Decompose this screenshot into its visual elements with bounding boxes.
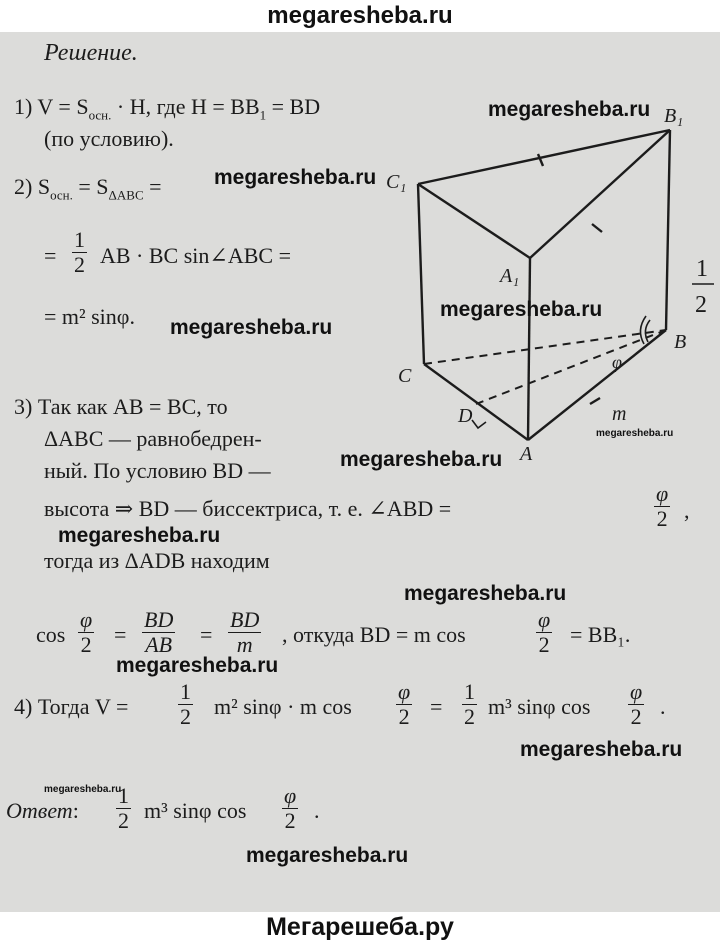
step3-line3: ный. По условию BD —: [44, 458, 271, 483]
edge-b-d-hidden: [476, 330, 666, 404]
cos-equation-middle: , откуда BD = m cos: [282, 622, 466, 647]
watermark: megaresheba.ru: [44, 784, 122, 795]
textbook-page: [0, 32, 720, 912]
watermark: megaresheba.ru: [596, 428, 674, 439]
cos-label: cos: [36, 622, 66, 647]
watermark: megaresheba.ru: [488, 98, 651, 121]
fraction-phi-2-answer: $\frac{\varphi}{2}$: [284, 783, 297, 833]
step2-line1: 2) $S_{осн.} = S_{\Delta ABC}$ =: [14, 174, 162, 203]
answer-middle: m³ sinφ cos: [144, 798, 247, 823]
watermark: megaresheba.ru: [340, 448, 503, 471]
answer-label: Ответ:: [6, 798, 79, 823]
edge-b1-b: [666, 130, 670, 330]
label-c1: C₁: [386, 171, 407, 193]
label-phi: φ: [612, 352, 622, 372]
label-d: D: [458, 405, 473, 427]
label-a: A: [520, 443, 533, 462]
step3-line1: 3) Так как AB = BC, то: [14, 394, 228, 419]
label-a1: A₁: [500, 265, 520, 287]
edge-a1-b1: [530, 130, 670, 258]
solution-heading: Решение.: [44, 40, 138, 66]
watermark: megaresheba.ru: [440, 298, 603, 321]
fraction-phi-2-c: $\frac{\varphi}{2}$: [398, 679, 411, 729]
eq-sign-3: =: [430, 694, 443, 719]
prism-diagram: [380, 102, 720, 462]
right-angle-d: [472, 420, 486, 428]
side-fraction-num: 1: [696, 256, 708, 282]
label-m: m: [612, 403, 627, 425]
watermark: megaresheba.ru: [58, 524, 221, 547]
step2-eq-result: = m² sinφ.: [44, 304, 135, 329]
fraction-one-half-c: $\frac{1}{2}$: [464, 679, 475, 729]
eq-sign-1: =: [114, 622, 127, 647]
label-b1: B₁: [664, 105, 684, 127]
step1-line2: (по условию).: [44, 126, 174, 151]
watermark: megaresheba.ru: [170, 316, 333, 339]
edge-c1-c: [418, 184, 424, 364]
watermark: megaresheba.ru: [404, 582, 567, 605]
fraction-one-half-answer: $\frac{1}{2}$: [118, 783, 129, 833]
step3-line2: ΔABC — равнобедрен-: [44, 426, 262, 451]
label-c: C: [398, 365, 412, 387]
eq-sign-2: =: [200, 622, 213, 647]
edge-c-a: [424, 364, 528, 440]
step3-line4: высота ⇒ BD — биссектриса, т. е. ∠ABD =: [44, 496, 452, 521]
watermark: megaresheba.ru: [116, 654, 279, 677]
answer-dot: .: [314, 798, 320, 823]
step3-comma: ,: [684, 498, 690, 523]
fraction-phi-2-d: $\frac{\varphi}{2}$: [630, 679, 643, 729]
side-fraction-den: 2: [695, 292, 707, 318]
tick-a1b1: [592, 224, 602, 232]
step4-middle: m² sinφ · m cos: [214, 694, 352, 719]
fraction-one-half-b: $\frac{1}{2}$: [180, 679, 191, 729]
step1-line1: 1) $V = S_{осн.} \cdot H$, где $H = BB_1$ = BD: [14, 94, 321, 123]
fraction-phi-2-a: $\frac{\varphi}{2}$: [80, 607, 93, 657]
site-footer[interactable]: Мегарешеба.ру: [266, 913, 454, 941]
edge-c1-a1: [418, 184, 530, 258]
edge-c1-b1: [418, 130, 670, 184]
step3-line5: тогда из ΔADB находим: [44, 548, 270, 573]
fraction-bd-ab: $\frac{BD}{AB}$: [144, 607, 174, 657]
watermark: megaresheba.ru: [214, 166, 377, 189]
step2-eq-prefix: =: [44, 243, 57, 268]
step4-dot: .: [660, 694, 666, 719]
fraction-one-half: $\frac{1}{2}$: [74, 227, 85, 277]
label-b: B: [674, 331, 687, 353]
fraction-phi-2-b: $\frac{\varphi}{2}$: [538, 607, 551, 657]
watermark: megaresheba.ru: [246, 844, 409, 867]
step4-prefix: 4) Тогда V =: [14, 694, 129, 719]
tick-c1b1: [538, 154, 543, 166]
watermark: megaresheba.ru: [520, 738, 683, 761]
cos-equation-end: = BB₁.: [570, 622, 631, 647]
edge-a-b: [528, 330, 666, 440]
tick-ab: [590, 398, 600, 404]
fraction-bd-m: $\frac{BD}{m}$: [230, 607, 260, 657]
fraction-phi-over-2: $\frac{\varphi}{2}$: [656, 481, 669, 531]
step2-eq-body: AB · BC sin∠ABC =: [100, 243, 291, 268]
site-header[interactable]: megaresheba.ru: [267, 2, 453, 29]
step4-middle2: m³ sinφ cos: [488, 694, 591, 719]
